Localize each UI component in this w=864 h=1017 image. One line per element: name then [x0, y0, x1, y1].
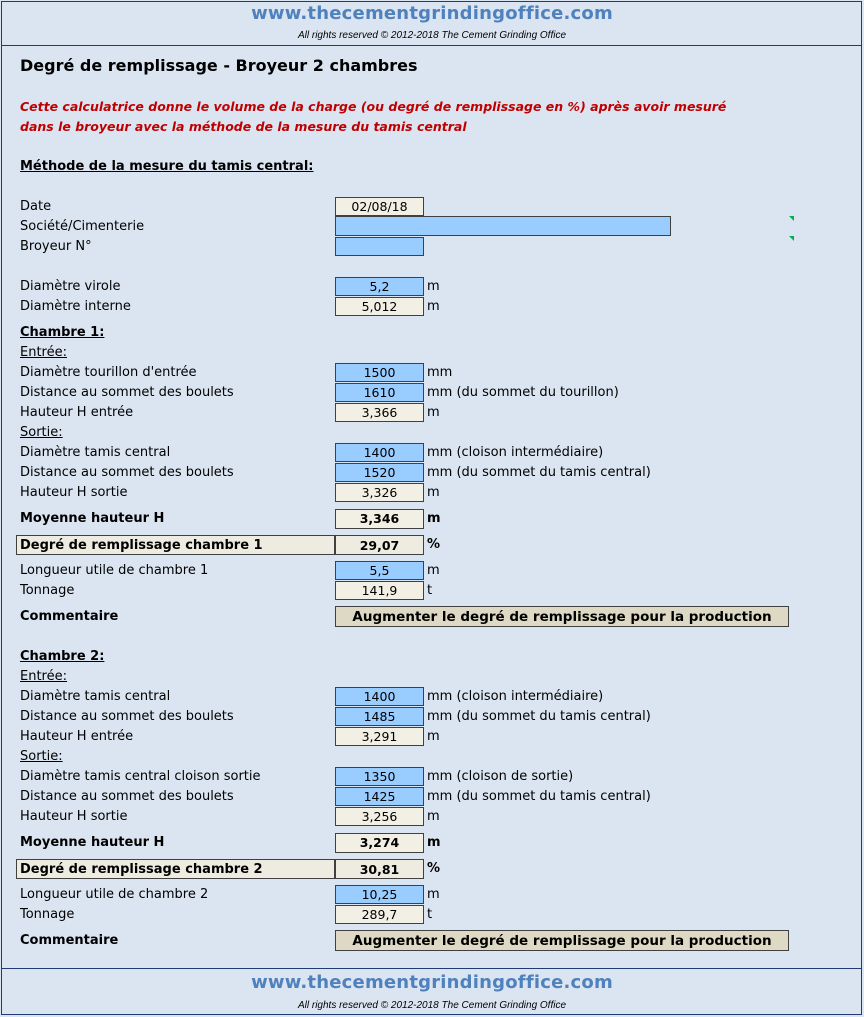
page-title: Degré de remplissage - Broyeur 2 chambres	[20, 56, 418, 75]
c2-fill-degree-value: 30,81	[335, 859, 424, 879]
c1-tonnage-label: Tonnage	[20, 583, 75, 598]
c1-outlet-height-value: 3,326	[335, 483, 424, 502]
c2-outlet-distance-label: Distance au sommet des boulets	[20, 789, 234, 804]
copyright-top: All rights reserved © 2012-2018 The Cement Grinding Office	[297, 30, 567, 41]
c1-tonnage-value: 141,9	[335, 581, 424, 600]
c2-outlet-distance-input[interactable]: 1425	[335, 787, 424, 806]
date-label: Date	[20, 199, 52, 214]
c1-outlet-height-unit: m	[427, 485, 440, 500]
chamber2-inlet-title: Entrée:	[20, 669, 67, 684]
c1-average-height-label: Moyenne hauteur H	[20, 511, 165, 526]
c1-length-label: Longueur utile de chambre 1	[20, 563, 209, 578]
cell-comment-marker-icon	[789, 216, 794, 221]
c1-average-height-value: 3,346	[335, 509, 424, 529]
c2-outlet-height-value: 3,256	[335, 807, 424, 826]
c2-length-input[interactable]: 10,25	[335, 885, 424, 904]
c1-inlet-diameter-unit: mm	[427, 365, 453, 380]
c2-inlet-height-unit: m	[427, 729, 440, 744]
c1-fill-degree-label: Degré de remplissage chambre 1	[16, 535, 335, 555]
c2-length-unit: m	[427, 887, 440, 902]
inner-diameter-label: Diamètre interne	[20, 299, 131, 314]
c2-length-label: Longueur utile de chambre 2	[20, 887, 209, 902]
c1-inlet-diameter-input[interactable]: 1500	[335, 363, 424, 382]
site-link-top[interactable]: www.thecementgrindingoffice.com	[251, 3, 613, 24]
description-line-1: Cette calculatrice donne le volume de la charge (ou degré de remplissage en %) après avoir mesuré	[20, 99, 727, 114]
c1-length-input[interactable]: 5,5	[335, 561, 424, 580]
shell-diameter-label: Diamètre virole	[20, 279, 121, 294]
c2-tonnage-value: 289,7	[335, 905, 424, 924]
c2-fill-degree-label: Degré de remplissage chambre 2	[16, 859, 335, 879]
c2-tonnage-unit: t	[427, 907, 433, 922]
c2-outlet-diameter-input[interactable]: 1350	[335, 767, 424, 786]
c2-inlet-diameter-label: Diamètre tamis central	[20, 689, 171, 704]
c1-inlet-distance-label: Distance au sommet des boulets	[20, 385, 234, 400]
c2-outlet-distance-unit: mm (du sommet du tamis central)	[427, 789, 651, 804]
divider-top	[2, 45, 862, 46]
c2-comment-value: Augmenter le degré de remplissage pour la production	[335, 930, 789, 951]
c2-average-height-label: Moyenne hauteur H	[20, 835, 165, 850]
c1-outlet-diameter-label: Diamètre tamis central	[20, 445, 171, 460]
c1-inlet-height-value: 3,366	[335, 403, 424, 422]
inner-diameter-unit: m	[427, 299, 440, 314]
c1-comment-value: Augmenter le degré de remplissage pour la production	[335, 606, 789, 627]
cell-comment-marker-icon	[789, 236, 794, 241]
shell-diameter-unit: m	[427, 279, 440, 294]
c2-outlet-diameter-label: Diamètre tamis central cloison sortie	[20, 769, 261, 784]
shell-diameter-input[interactable]: 5,2	[335, 277, 424, 296]
c1-outlet-distance-unit: mm (du sommet du tamis central)	[427, 465, 651, 480]
c1-inlet-diameter-label: Diamètre tourillon d'entrée	[20, 365, 197, 380]
chamber2-title: Chambre 2:	[20, 649, 105, 664]
chamber1-outlet-title: Sortie:	[20, 425, 63, 440]
mill-input[interactable]	[335, 237, 424, 256]
copyright-bottom: All rights reserved © 2012-2018 The Cement Grinding Office	[297, 1000, 567, 1011]
c2-inlet-diameter-input[interactable]: 1400	[335, 687, 424, 706]
method-title: Méthode de la mesure du tamis central:	[20, 159, 314, 174]
c1-average-height-unit: m	[427, 511, 441, 526]
c1-outlet-diameter-unit: mm (cloison intermédiaire)	[427, 445, 604, 460]
inner-diameter-value: 5,012	[335, 297, 424, 316]
c2-inlet-distance-label: Distance au sommet des boulets	[20, 709, 234, 724]
c2-comment-label: Commentaire	[20, 933, 119, 948]
c1-outlet-diameter-input[interactable]: 1400	[335, 443, 424, 462]
c2-average-height-value: 3,274	[335, 833, 424, 853]
c1-outlet-distance-input[interactable]: 1520	[335, 463, 424, 482]
c1-fill-degree-value: 29,07	[335, 535, 424, 555]
c1-length-unit: m	[427, 563, 440, 578]
c1-inlet-distance-unit: mm (du sommet du tourillon)	[427, 385, 619, 400]
c2-tonnage-label: Tonnage	[20, 907, 75, 922]
company-input[interactable]	[335, 216, 671, 236]
c1-inlet-distance-input[interactable]: 1610	[335, 383, 424, 402]
c2-outlet-height-label: Hauteur H sortie	[20, 809, 128, 824]
c1-inlet-height-label: Hauteur H entrée	[20, 405, 134, 420]
company-label: Société/Cimenterie	[20, 219, 145, 234]
c1-comment-label: Commentaire	[20, 609, 119, 624]
mill-label: Broyeur N°	[20, 239, 92, 254]
c1-outlet-height-label: Hauteur H sortie	[20, 485, 128, 500]
description-line-2: dans le broyeur avec la méthode de la mesure du tamis central	[20, 119, 467, 134]
chamber1-title: Chambre 1:	[20, 325, 105, 340]
c1-outlet-distance-label: Distance au sommet des boulets	[20, 465, 234, 480]
c2-inlet-height-value: 3,291	[335, 727, 424, 746]
c2-inlet-distance-unit: mm (du sommet du tamis central)	[427, 709, 651, 724]
divider-bottom	[2, 968, 862, 969]
c2-outlet-diameter-unit: mm (cloison de sortie)	[427, 769, 574, 784]
c2-inlet-distance-input[interactable]: 1485	[335, 707, 424, 726]
c1-tonnage-unit: t	[427, 583, 433, 598]
c1-fill-degree-unit: %	[427, 537, 441, 552]
c1-inlet-height-unit: m	[427, 405, 440, 420]
date-field[interactable]: 02/08/18	[335, 197, 424, 216]
c2-average-height-unit: m	[427, 835, 441, 850]
c2-inlet-height-label: Hauteur H entrée	[20, 729, 134, 744]
site-link-bottom[interactable]: www.thecementgrindingoffice.com	[251, 972, 613, 993]
chamber1-inlet-title: Entrée:	[20, 345, 67, 360]
c2-outlet-height-unit: m	[427, 809, 440, 824]
chamber2-outlet-title: Sortie:	[20, 749, 63, 764]
c2-fill-degree-unit: %	[427, 861, 441, 876]
c2-inlet-diameter-unit: mm (cloison intermédiaire)	[427, 689, 604, 704]
